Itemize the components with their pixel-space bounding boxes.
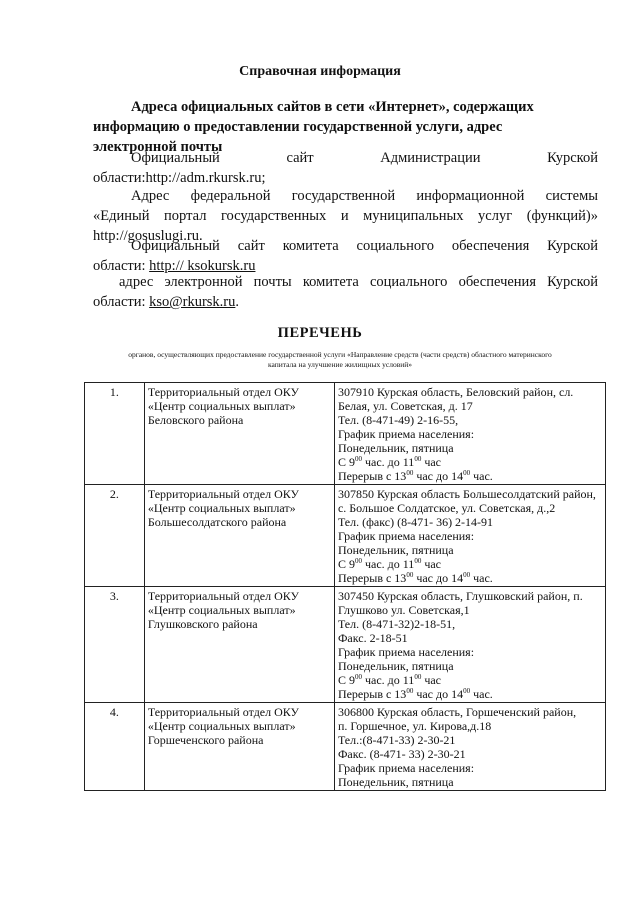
table-row — [85, 383, 606, 485]
office-details — [334, 383, 605, 485]
heading-line-1: Адреса официальных сайтов в сети «Интернет», содержащих — [131, 99, 534, 115]
break-unit: час. — [470, 687, 493, 701]
office-name: Территориальный отдел ОКУ «Центр социальных выплат» Глушковского района — [144, 587, 334, 703]
hours-minutes: 00 — [414, 557, 422, 565]
break-start: Перерыв с 13 — [337, 571, 407, 585]
heading-line-2: информацию о предоставлении государственной услуги, адрес — [93, 119, 503, 135]
office-fax: Факс. 2-18-51 — [337, 631, 408, 645]
schedule-break — [338, 571, 602, 585]
schedule-label: График приема населения: — [337, 645, 475, 659]
row-number: 1. — [85, 383, 145, 485]
schedule-days: Понедельник, пятница — [337, 659, 454, 673]
office-details — [334, 485, 605, 587]
page-title: Справочная информация — [239, 64, 401, 79]
hours-unit: час — [421, 557, 441, 571]
paragraph-line: Официальный сайт Администрации Курской — [131, 150, 598, 166]
schedule-hours — [338, 455, 602, 469]
office-address: 307910 Курская область, Беловский район, сл. Белая, ул. Советская, д. 17 — [337, 385, 574, 413]
schedule-hours — [338, 557, 602, 571]
row-number: 4. — [85, 703, 145, 791]
schedule-days: Понедельник, пятница — [337, 775, 454, 789]
hours-minutes: 00 — [354, 455, 362, 463]
paragraph-suffix: . — [235, 294, 239, 310]
paragraph-line: «Единый портал государственных и муниципальных услуг (функций)» — [93, 208, 598, 224]
office-details — [334, 587, 605, 703]
hours-end: час. до 11 — [361, 455, 415, 469]
office-phone: Тел. (8-471-49) 2-16-55, — [337, 413, 459, 427]
schedule-hours — [338, 673, 602, 687]
office-address-line-2: с. Большое Солдатское, ул. Советская, д.,2 — [337, 501, 556, 515]
break-end: час до 14 — [413, 469, 464, 483]
break-unit: час. — [470, 571, 493, 585]
office-phone: Тел.:(8-471-33) 2-30-21 — [337, 733, 456, 747]
paragraph-line — [93, 292, 598, 312]
hours-minutes: 00 — [354, 673, 362, 681]
schedule-days: Понедельник, пятница — [337, 441, 454, 455]
hours-end: час. до 11 — [361, 557, 415, 571]
office-phone: Тел. (факс) (8-471- 36) 2-14-91 — [337, 515, 494, 529]
paragraph-prefix: области: — [93, 258, 150, 274]
hours-minutes: 00 — [354, 557, 362, 565]
committee-email-link[interactable]: kso@rkursk.ru — [149, 294, 236, 310]
break-minutes: 00 — [406, 469, 414, 477]
schedule-break — [338, 687, 602, 701]
schedule-label: График приема населения: — [337, 427, 475, 441]
hours-unit: час — [421, 673, 441, 687]
office-name: Территориальный отдел ОКУ «Центр социальных выплат» Большесолдатского района — [144, 485, 334, 587]
paragraph-line: области:http://adm.rkursk.ru; — [93, 170, 266, 186]
schedule-break — [338, 469, 602, 483]
table-row — [85, 587, 606, 703]
list-subtitle-line-1: органов, осуществляющих предоставление государственной услуги «Направление средств (части средств) областного материнского — [128, 350, 552, 359]
office-details — [334, 703, 605, 791]
list-subtitle-line-2: капитала на улучшение жилищных условий» — [267, 360, 413, 369]
table-row — [85, 703, 606, 791]
paragraph-prefix: области: — [93, 294, 150, 310]
hours-start: С 9 — [337, 455, 355, 469]
hours-start: С 9 — [337, 557, 355, 571]
hours-minutes: 00 — [414, 673, 422, 681]
hours-start: С 9 — [337, 673, 355, 687]
heading-line-3: электронной почты — [93, 139, 223, 155]
table-row — [85, 485, 606, 587]
offices-table — [84, 382, 606, 791]
break-unit: час. — [470, 469, 493, 483]
hours-end: час. до 11 — [361, 673, 415, 687]
paragraph-line: Официальный сайт комитета социального обеспечения Курской — [131, 238, 598, 254]
break-minutes: 00 — [406, 687, 414, 695]
office-name: Территориальный отдел ОКУ «Центр социальных выплат» Беловского района — [144, 383, 334, 485]
paragraph-line: адрес электронной почты комитета социального обеспечения Курской — [119, 274, 598, 290]
paragraph-admin-site — [93, 148, 598, 188]
office-address-line-2: п. Горшечное, ул. Кирова,д.18 — [337, 719, 492, 733]
row-number: 3. — [85, 587, 145, 703]
paragraph-line: Адрес федеральной государственной информационной системы — [131, 188, 598, 204]
office-address: 307450 Курская область, Глушковский район, п. Глушково ул. Советская,1 — [337, 589, 583, 617]
break-minutes: 00 — [406, 571, 414, 579]
schedule-days: Понедельник, пятница — [337, 543, 454, 557]
list-title: ПЕРЕЧЕНЬ — [277, 325, 363, 341]
office-phone: Тел. (8-471-32)2-18-51, — [337, 617, 456, 631]
office-fax: Факс. (8-471- 33) 2-30-21 — [337, 747, 466, 761]
row-number: 2. — [85, 485, 145, 587]
paragraph-committee-site — [93, 236, 598, 276]
break-minutes: 00 — [463, 469, 471, 477]
break-start: Перерыв с 13 — [337, 687, 407, 701]
break-start: Перерыв с 13 — [337, 469, 407, 483]
break-end: час до 14 — [413, 571, 464, 585]
office-address: 306800 Курская область, Горшеченский район, — [337, 705, 577, 719]
schedule-label: График приема населения: — [337, 761, 475, 775]
paragraph-committee-email — [93, 272, 598, 312]
paragraph-line: http://gosuslugi.ru. — [93, 228, 203, 244]
break-minutes: 00 — [463, 687, 471, 695]
office-name: Территориальный отдел ОКУ «Центр социальных выплат» Горшеченского района — [144, 703, 334, 791]
hours-minutes: 00 — [414, 455, 422, 463]
schedule-label: График приема населения: — [337, 529, 475, 543]
break-end: час до 14 — [413, 687, 464, 701]
break-minutes: 00 — [463, 571, 471, 579]
list-subtitle — [80, 350, 600, 370]
committee-site-link[interactable]: http:// ksokursk.ru — [149, 258, 256, 274]
hours-unit: час — [421, 455, 441, 469]
office-address: 307850 Курская область Большесолдатский район, — [337, 487, 596, 501]
